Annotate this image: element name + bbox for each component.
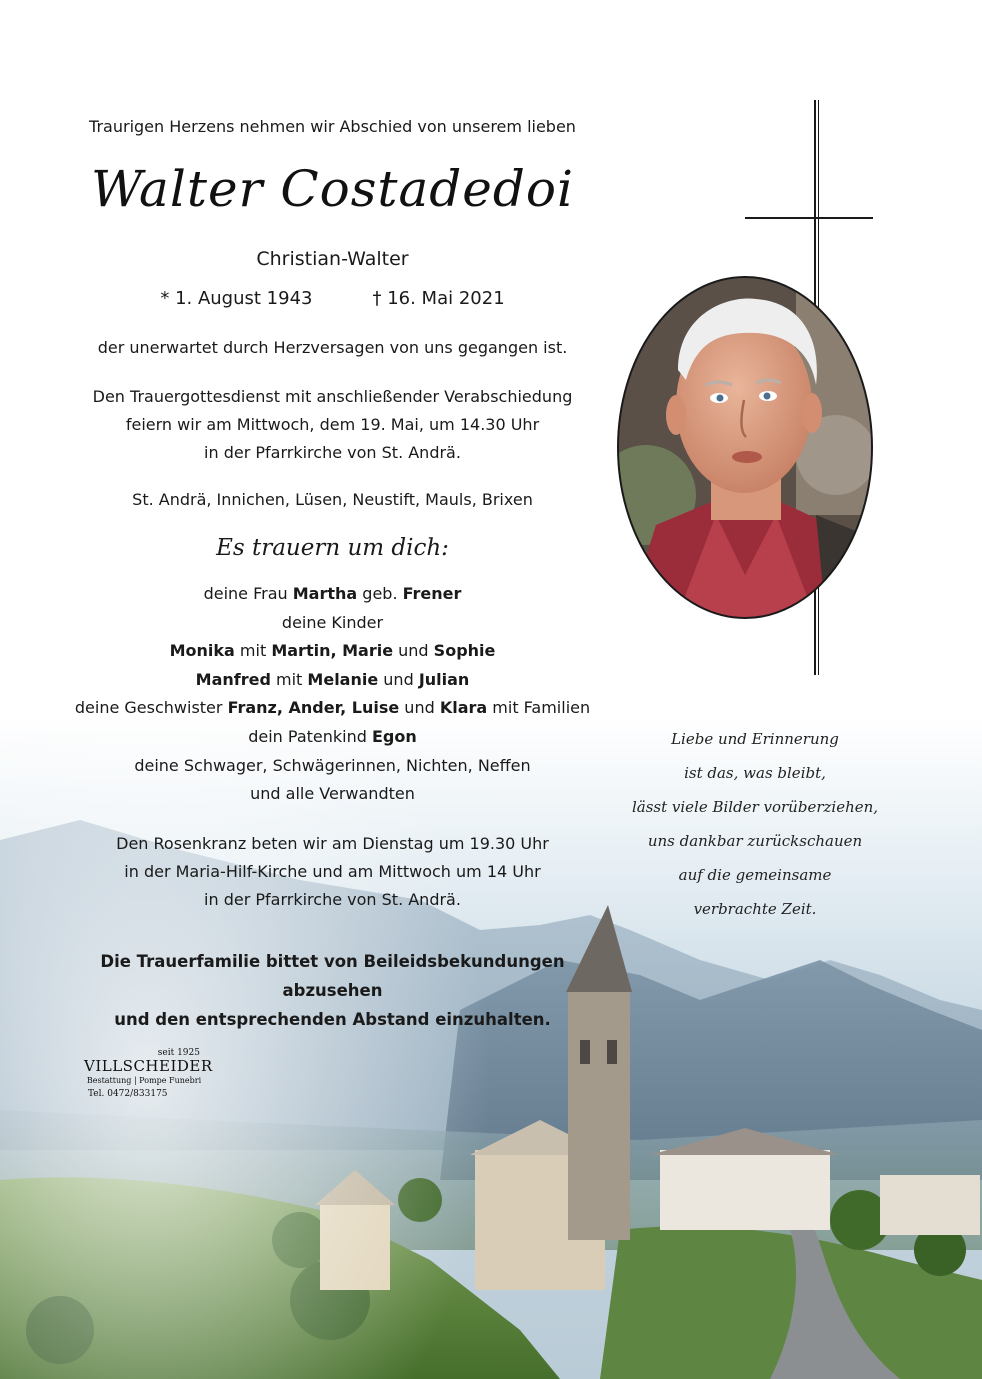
mourner-relatives: und alle Verwandten — [250, 784, 415, 804]
birth-date: * 1. August 1943 — [160, 288, 313, 309]
given-name: Christian-Walter — [256, 248, 409, 270]
closing-line-2: und den entsprechenden Abstand einzuhalten. — [114, 1010, 551, 1029]
poem-line-2: ist das, was bleibt, — [684, 764, 826, 782]
mourner-wife: deine Frau Martha geb. Frener — [203, 584, 462, 603]
mourner-children-label: deine Kinder — [281, 612, 384, 632]
mourner-child-1: Monika mit Martin, Marie und Sophie — [169, 641, 496, 661]
intro-text: Traurigen Herzens nehmen wir Abschied von unserem lieben — [89, 117, 576, 136]
cause-text: der unerwartet durch Herzversagen von uns gegangen ist. — [97, 338, 568, 357]
service-line-3: in der Pfarrkirche von St. Andrä. — [204, 443, 461, 462]
closing-line-1: Die Trauerfamilie bittet von Beileidsbekundungen abzusehen — [100, 952, 565, 1000]
mourner-inlaws: deine Schwager, Schwägerinnen, Nichten, Neffen — [134, 755, 531, 775]
poem — [610, 722, 900, 926]
poem-line-6: verbrachte Zeit. — [693, 900, 817, 918]
death-date: † 16. Mai 2021 — [372, 288, 505, 309]
mourners-heading: Es trauern um dich: — [216, 535, 449, 561]
logo-brand: VILLSCHEIDER — [84, 1057, 213, 1075]
rosary-line-1: Den Rosenkranz beten wir am Dienstag um 19.30 Uhr — [116, 834, 549, 853]
rosary-line-3: in der Pfarrkirche von St. Andrä. — [204, 890, 461, 909]
logo-subtitle: Bestattung | Pompe Funebri — [86, 1076, 202, 1085]
poem-line-3: lässt viele Bilder vorüberziehen, — [631, 798, 879, 816]
mourner-child-2: Manfred mit Melanie und Julian — [195, 669, 470, 689]
cross-horizontal-bar — [745, 217, 873, 219]
closing-request — [70, 947, 595, 1034]
places-text: St. Andrä, Innichen, Lüsen, Neustift, Mauls, Brixen — [132, 490, 533, 509]
logo-since: seit 1925 — [157, 1048, 200, 1058]
mourners-list — [70, 580, 595, 809]
life-dates — [70, 288, 595, 309]
poem-line-1: Liebe und Erinnerung — [671, 730, 839, 748]
deceased-name: Walter Costadedoi — [91, 160, 574, 218]
rosary-line-2: in der Maria-Hilf-Kirche und am Mittwoch um 14 Uhr — [124, 862, 541, 881]
portrait-photo — [616, 275, 874, 620]
mourner-godchild: dein Patenkind Egon — [248, 726, 417, 746]
mourner-siblings: deine Geschwister Franz, Ander, Luise und Klara mit Familien — [74, 698, 591, 718]
service-line-2: feiern wir am Mittwoch, dem 19. Mai, um 14.30 Uhr — [125, 415, 540, 434]
logo-phone: Tel. 0472/833175 — [88, 1089, 168, 1099]
undertaker-logo — [84, 1048, 213, 1101]
poem-line-5: auf die gemeinsame — [678, 866, 832, 884]
service-line-1: Den Trauergottesdienst mit anschließender Verabschiedung — [92, 387, 573, 406]
poem-line-4: uns dankbar zurückschauen — [647, 832, 863, 850]
